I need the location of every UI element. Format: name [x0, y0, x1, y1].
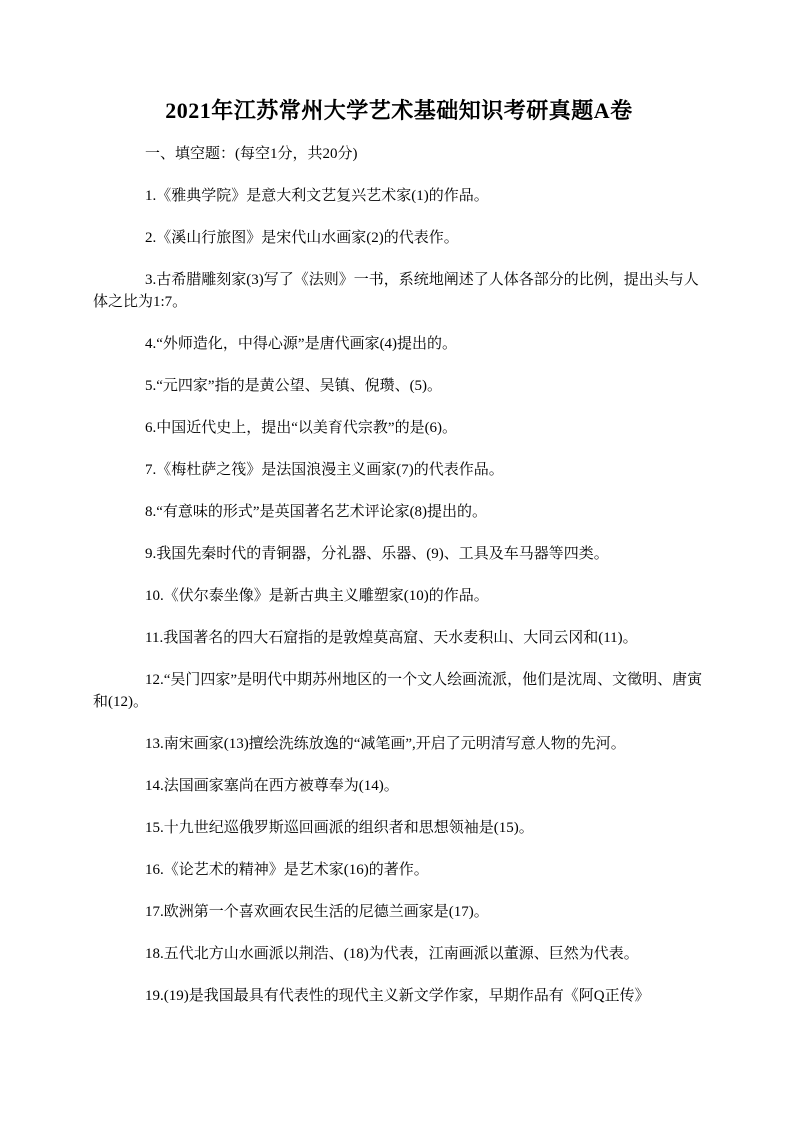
exam-item-4: 4.“外师造化，中得心源”是唐代画家(4)提出的。: [145, 336, 458, 352]
exam-item-6: 6.中国近代史上，提出“以美育代宗教”的是(6)。: [145, 420, 458, 436]
exam-item-17: 17.欧洲第一个喜欢画农民生活的尼德兰画家是(17)。: [145, 904, 489, 920]
exam-item-2: 2.《溪山行旅图》是宋代山水画家(2)的代表作。: [145, 230, 459, 246]
exam-item-11: 11.我国著名的四大石窟指的是敦煌莫高窟、天水麦积山、大同云冈和(11)。: [145, 630, 638, 646]
exam-item-19: 19.(19)是我国最具有代表性的现代主义新文学作家，早期作品有《阿Q正传》: [145, 988, 650, 1004]
exam-item-13: 13.南宋画家(13)擅绘洗练放逸的“减笔画”,开启了元明清写意人物的先河。: [145, 736, 626, 752]
exam-item-3: 3.古希腊雕刻家(3)写了《法则》一书，系统地阐述了人体各部分的比例，提出头与人体之比为1:7。: [93, 272, 699, 310]
exam-item-1: 1.《雅典学院》是意大利文艺复兴艺术家(1)的作品。: [145, 188, 489, 204]
exam-item-7: 7.《梅杜萨之筏》是法国浪漫主义画家(7)的代表作品。: [145, 462, 504, 478]
exam-item-10: 10.《伏尔泰坐像》是新古典主义雕塑家(10)的作品。: [145, 588, 489, 604]
exam-item-15: 15.十九世纪巡俄罗斯巡回画派的组织者和思想领袖是(15)。: [145, 820, 534, 836]
exam-item-18: 18.五代北方山水画派以荆浩、(18)为代表，江南画派以董源、巨然为代表。: [145, 946, 639, 962]
section-heading: 一、填空题：(每空1分，共20分): [145, 146, 358, 162]
document-title: 2021年江苏常州大学艺术基础知识考研真题A卷: [165, 98, 633, 123]
exam-item-12: 12.“吴门四家”是明代中期苏州地区的一个文人绘画流派，他们是沈周、文徵明、唐寅和(12)。: [93, 672, 703, 710]
exam-item-8: 8.“有意味的形式”是英国著名艺术评论家(8)提出的。: [145, 504, 488, 520]
exam-item-14: 14.法国画家塞尚在西方被尊奉为(14)。: [145, 778, 399, 794]
exam-item-5: 5.“元四家”指的是黄公望、吴镇、倪瓒、(5)。: [145, 378, 443, 394]
exam-item-9: 9.我国先秦时代的青铜器，分礼器、乐器、(9)、工具及车马器等四类。: [145, 546, 609, 562]
exam-item-16: 16.《论艺术的精神》是艺术家(16)的著作。: [145, 862, 429, 878]
